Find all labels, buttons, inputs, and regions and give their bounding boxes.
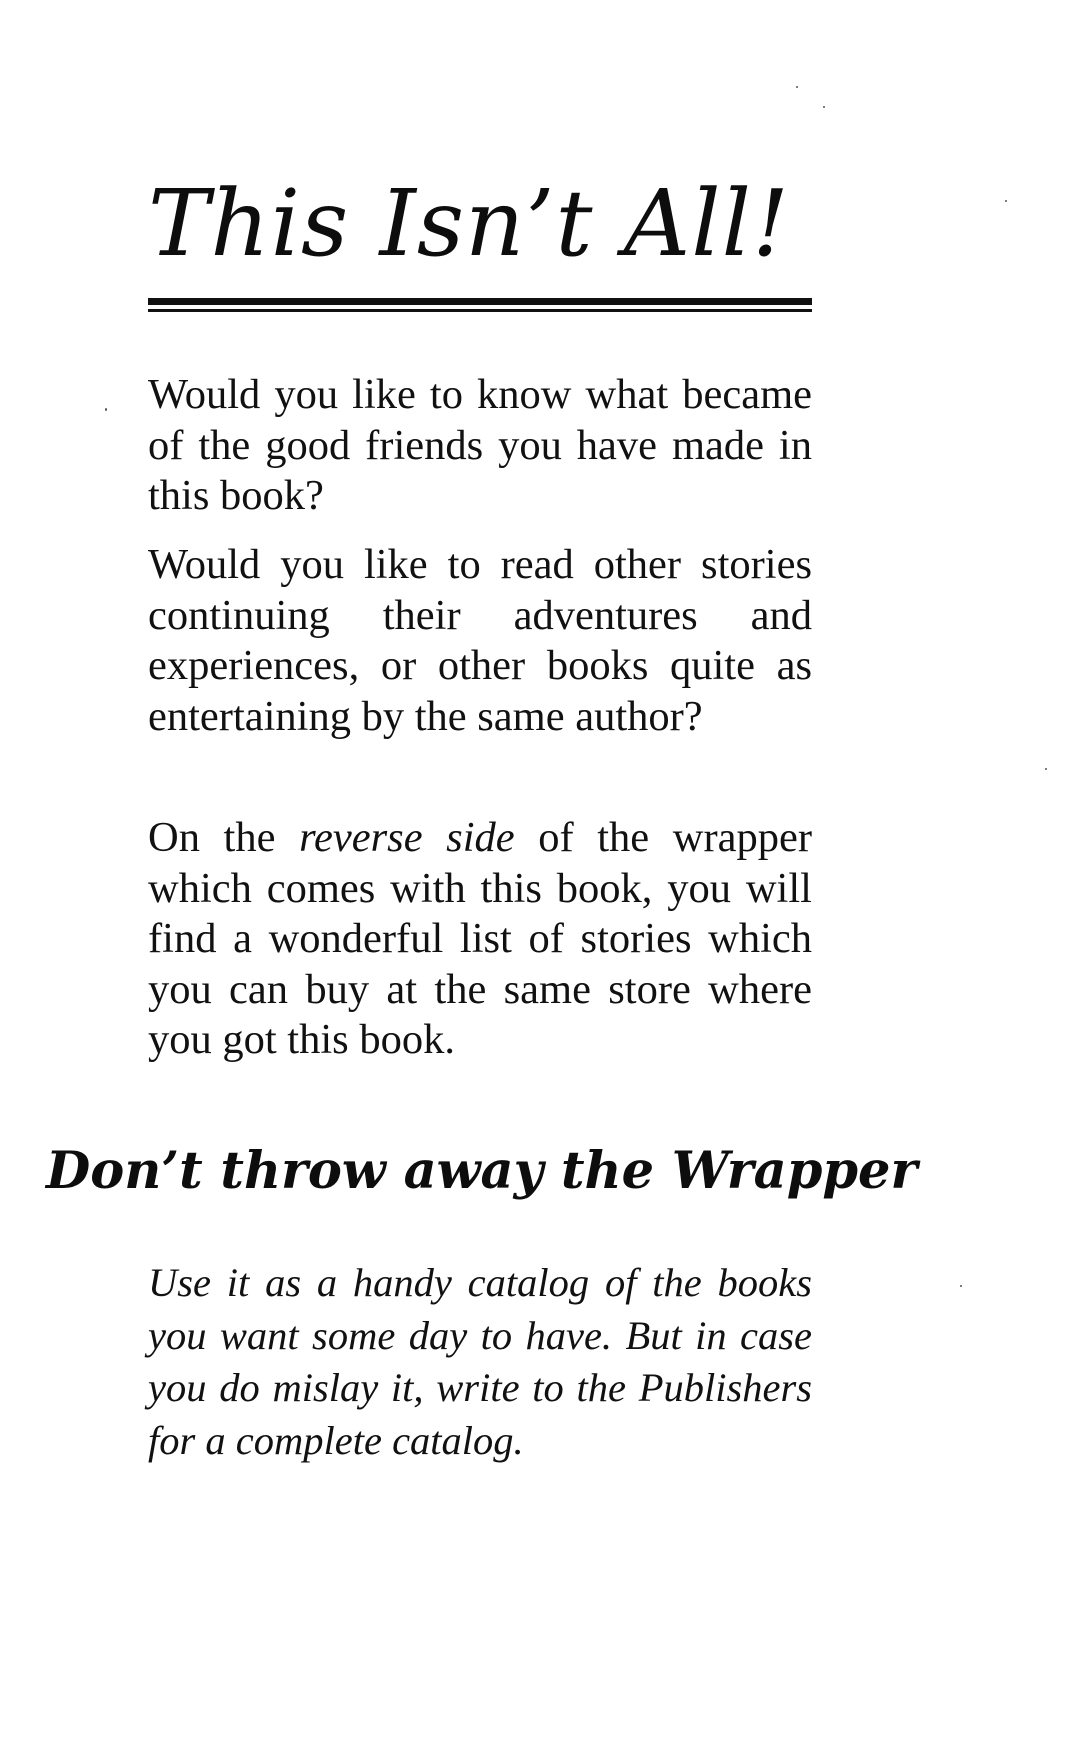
paragraph-text-end: of the wrapper which comes with this book, you will find a wonderful list of stories which you can buy at the same store where you got this book. [148,814,812,1063]
paragraph-friends: Would you like to know what became of the good friends you have made in this book? [148,371,812,519]
catalog-note: Use it as a handy catalog of the books you want some day to have. But in case you do mislay it, write to the Publishers for a complete catalog. [148,1260,812,1463]
paragraph-wrapper-list [148,813,812,1066]
scan-speck [796,86,798,88]
paragraph-other-stories: Would you like to read other stories continuing their adventures and experiences, or other books quite as entertaining by the same author? [148,541,812,740]
scan-speck [105,408,107,411]
page-title: This Isn’t All! [148,170,791,277]
emphasis-reverse-side: reverse side [299,814,515,861]
scan-speck [823,106,825,108]
title-rule-thick [148,298,812,305]
scan-speck [1045,768,1047,770]
paragraph-text-start: On the [148,814,300,861]
wrapper-heading: Don’t throw away the Wrapper [46,1141,918,1201]
title-rule-thin [148,309,812,312]
scan-speck [1005,200,1007,202]
scan-speck [960,1285,962,1287]
